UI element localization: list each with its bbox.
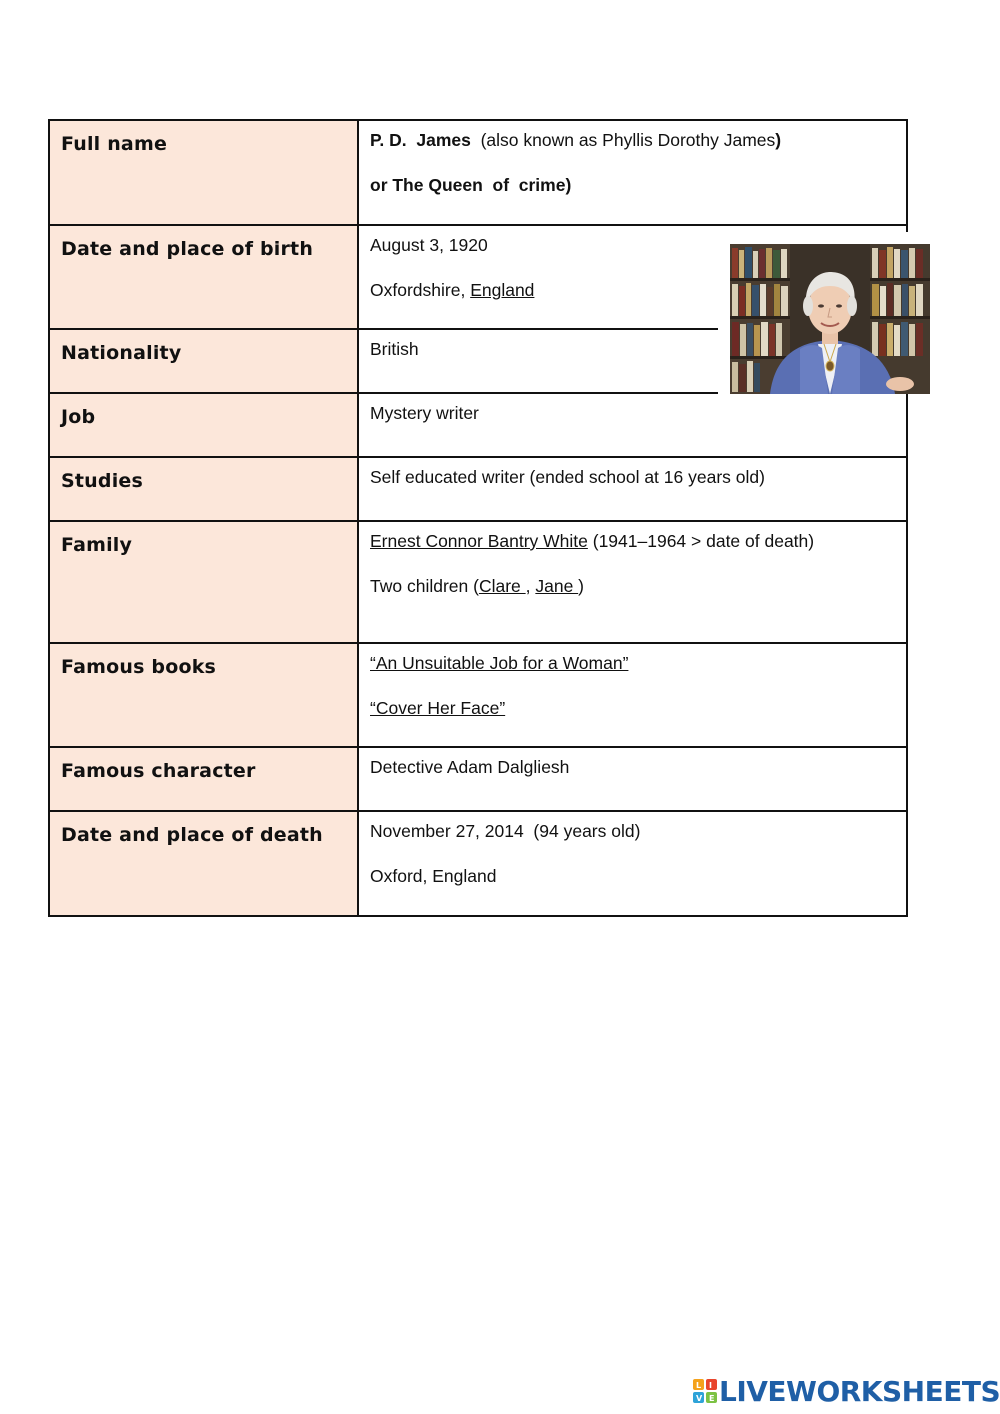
table-row [49, 457, 907, 521]
value-text: or The Queen of crime) [370, 175, 572, 195]
svg-text:I: I [709, 1381, 712, 1390]
value-line [370, 655, 906, 676]
author-photo [718, 232, 930, 394]
underlined-text: “An Unsuitable Job for a Woman” [370, 653, 629, 673]
value-line [370, 578, 906, 599]
value-text: (also known as Phyllis Dorothy James [470, 130, 776, 150]
value-line [370, 177, 906, 198]
value-text: November 27, 2014 (94 years old) [370, 821, 641, 841]
value-line [370, 132, 906, 153]
row-label: Date and place of death [49, 811, 358, 916]
underlined-text: Ernest Connor Bantry White [370, 531, 588, 551]
svg-text:L: L [696, 1381, 702, 1390]
row-label: Family [49, 521, 358, 643]
table-row [49, 120, 907, 225]
row-value [358, 457, 907, 521]
row-value [358, 120, 907, 225]
value-line [370, 759, 906, 780]
table-row [49, 521, 907, 643]
table-row [49, 811, 907, 916]
value-line [370, 868, 906, 889]
row-value [358, 811, 907, 916]
row-label: Famous character [49, 747, 358, 811]
row-label: Date and place of birth [49, 225, 358, 329]
value-text: P. D. James [370, 130, 471, 150]
value-line [370, 700, 906, 721]
liveworksheets-logo [693, 1374, 1000, 1408]
underlined-text: Jane [535, 576, 579, 596]
row-label: Studies [49, 457, 358, 521]
value-text: Detective Adam Dalgliesh [370, 757, 570, 777]
value-text: Mystery writer [370, 403, 479, 423]
row-value [358, 747, 907, 811]
value-text: ) [578, 576, 584, 596]
table-row [49, 747, 907, 811]
value-text: (1941–1964 > date of death) [587, 531, 815, 551]
row-value [358, 521, 907, 643]
value-line [370, 823, 906, 844]
logo-text: LIVEWORKSHEETS [719, 1374, 1000, 1408]
svg-text:E: E [709, 1394, 715, 1403]
underlined-text: England [470, 280, 535, 300]
value-text: August 3, 1920 [370, 235, 488, 255]
value-line [370, 469, 906, 490]
value-line [370, 533, 906, 554]
underlined-text: “Cover Her Face” [370, 698, 506, 718]
value-text: , [525, 576, 536, 596]
value-line [370, 405, 906, 426]
row-label: Job [49, 393, 358, 457]
row-label: Nationality [49, 329, 358, 393]
row-value [358, 643, 907, 747]
row-label: Famous books [49, 643, 358, 747]
row-value [358, 393, 907, 457]
value-text: Self educated writer (ended school at 16 years old) [370, 467, 765, 487]
value-text: British [370, 339, 419, 359]
svg-text:V: V [696, 1394, 703, 1403]
underlined-text: Clare [478, 576, 526, 596]
value-text: Oxford, England [370, 866, 497, 886]
value-text: Oxfordshire, [370, 280, 471, 300]
liveworksheets-logo-icon [693, 1379, 717, 1403]
value-text: Two children ( [370, 576, 479, 596]
value-text: ) [775, 130, 782, 150]
row-label: Full name [49, 120, 358, 225]
table-row [49, 393, 907, 457]
table-row [49, 643, 907, 747]
portrait-photo [730, 244, 930, 394]
